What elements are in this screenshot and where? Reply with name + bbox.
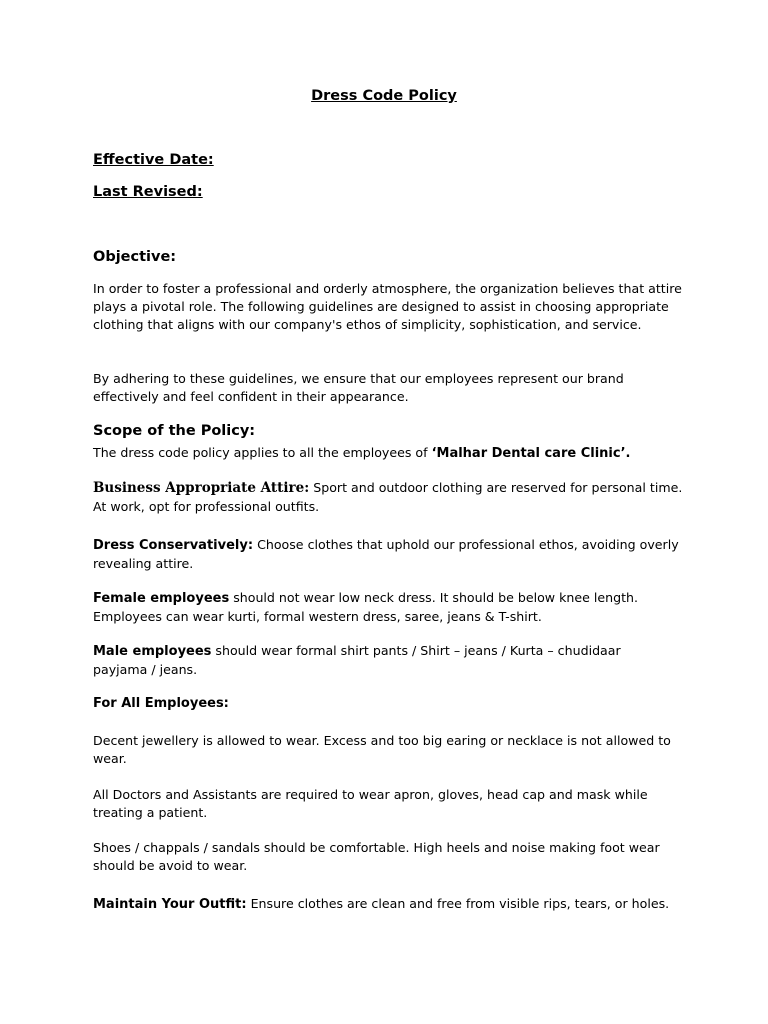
female-employees-paragraph	[93, 589, 683, 626]
document-title: Dress Code Policy	[311, 88, 457, 104]
effective-date-label: Effective Date:	[93, 152, 214, 168]
scope-heading: Scope of the Policy:	[93, 423, 256, 439]
scope-paragraph	[93, 444, 683, 463]
dress-conservatively-paragraph	[93, 536, 683, 573]
female-employees-text: should not wear low neck dress. It should be below knee length. Employees can wear kurti, formal western dress, saree, jeans & T-shirt.	[93, 590, 639, 624]
business-attire-paragraph	[93, 479, 683, 516]
objective-paragraph-2: By adhering to these guidelines, we ensure that our employees represent our brand effectively and feel confident in their appearance.	[93, 371, 624, 404]
objective-heading: Objective:	[93, 249, 177, 265]
maintain-outfit-lead: Maintain Your Outfit:	[93, 897, 247, 912]
jewellery-paragraph: Decent jewellery is allowed to wear. Excess and too big earing or necklace is not allowed to wear.	[93, 733, 671, 766]
business-attire-text: Sport and outdoor clothing are reserved for personal time. At work, opt for professional outfits.	[93, 480, 683, 514]
all-employees-heading: For All Employees:	[93, 696, 229, 711]
clinic-name: ‘Malhar Dental care Clinic’.	[431, 446, 631, 461]
scope-text: The dress code policy applies to all the employees of	[93, 445, 432, 460]
dress-conservatively-text: Choose clothes that uphold our professional ethos, avoiding overly revealing attire.	[93, 537, 679, 571]
male-employees-text: should wear formal shirt pants / Shirt – jeans / Kurta – chudidaar payjama / jeans.	[93, 643, 621, 677]
last-revised-label: Last Revised:	[93, 184, 203, 200]
male-employees-paragraph	[93, 642, 633, 679]
dress-conservatively-lead: Dress Conservatively:	[93, 538, 254, 553]
objective-paragraph-1: In order to foster a professional and orderly atmosphere, the organization believes that attire plays a pivotal role. The following guidelines are designed to assist in choosing appropriate clothing that aligns with our company's ethos of simplicity, sophistication, and service.	[93, 281, 682, 332]
doctors-paragraph: All Doctors and Assistants are required to wear apron, gloves, head cap and mask while treating a patient.	[93, 787, 648, 820]
female-employees-lead: Female employees	[93, 591, 230, 606]
shoes-paragraph: Shoes / chappals / sandals should be comfortable. High heels and noise making foot wear should be avoid to wear.	[93, 840, 660, 873]
male-employees-lead: Male employees	[93, 644, 212, 659]
maintain-outfit-paragraph	[93, 895, 683, 914]
business-attire-lead: Business Appropriate Attire:	[93, 480, 310, 496]
maintain-outfit-text: Ensure clothes are clean and free from visible rips, tears, or holes.	[246, 896, 670, 911]
